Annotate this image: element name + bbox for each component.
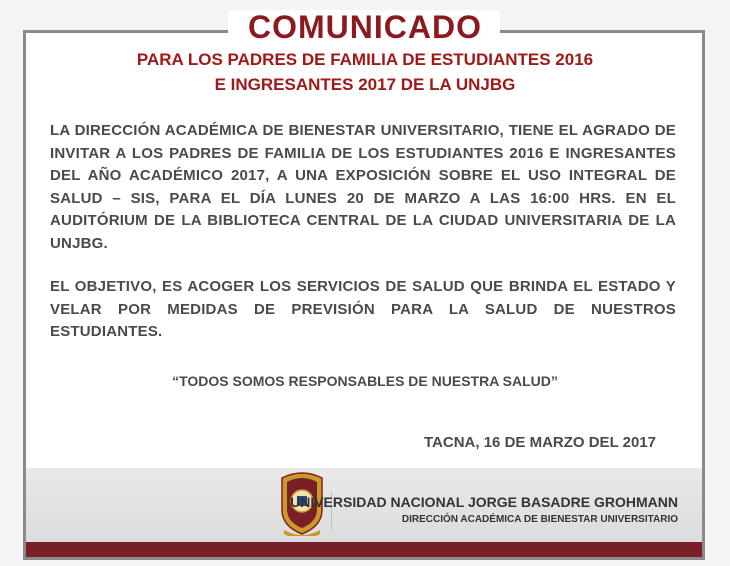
objective-paragraph: EL OBJETIVO, ES ACOGER LOS SERVICIOS DE SALUD QUE BRINDA EL ESTADO Y VELAR POR MEDIDAS DE PREVISIÓN PARA LA SALUD DE NUESTROS ESTUDIANTES. — [50, 278, 676, 341]
university-name: UNIVERSIDAD NACIONAL JORGE BASADRE GROHMANN — [290, 494, 678, 510]
page-title: COMUNICADO — [248, 9, 482, 45]
announcement-paragraph: LA DIRECCIÓN ACADÉMICA DE BIENESTAR UNIVERSITARIO, TIENE EL AGRADO DE INVITAR A LOS PADRES DE FAMILIA DE LOS ESTUDIANTES 2016 E INGRESANTES DEL AÑO ACADÉMICO 2017, A UNA EXPOSICIÓN SOBRE EL USO INTEGRAL DE SALUD – SIS, PARA EL DÍA LUNES 20 DE MARZO A LAS 16:00 HRS. EN EL AUDITÓRIUM DE LA BIBLIOTECA CENTRAL DE LA CIUDAD UNIVERSITARIA DE LA UNJBG. — [50, 122, 676, 252]
slogan-quote: “TODOS SOMOS RESPONSABLES DE NUESTRA SALUD” — [172, 373, 558, 389]
subtitle-line-2: E INGRESANTES 2017 DE LA UNJBG — [214, 75, 516, 94]
department-name: DIRECCIÓN ACADÉMICA DE BIENESTAR UNIVERSITARIO — [401, 514, 678, 525]
footer-bar — [26, 542, 702, 557]
date-line: TACNA, 16 DE MARZO DEL 2017 — [424, 434, 656, 451]
subtitle-line-1: PARA LOS PADRES DE FAMILIA DE ESTUDIANTES 2016 — [136, 50, 594, 69]
